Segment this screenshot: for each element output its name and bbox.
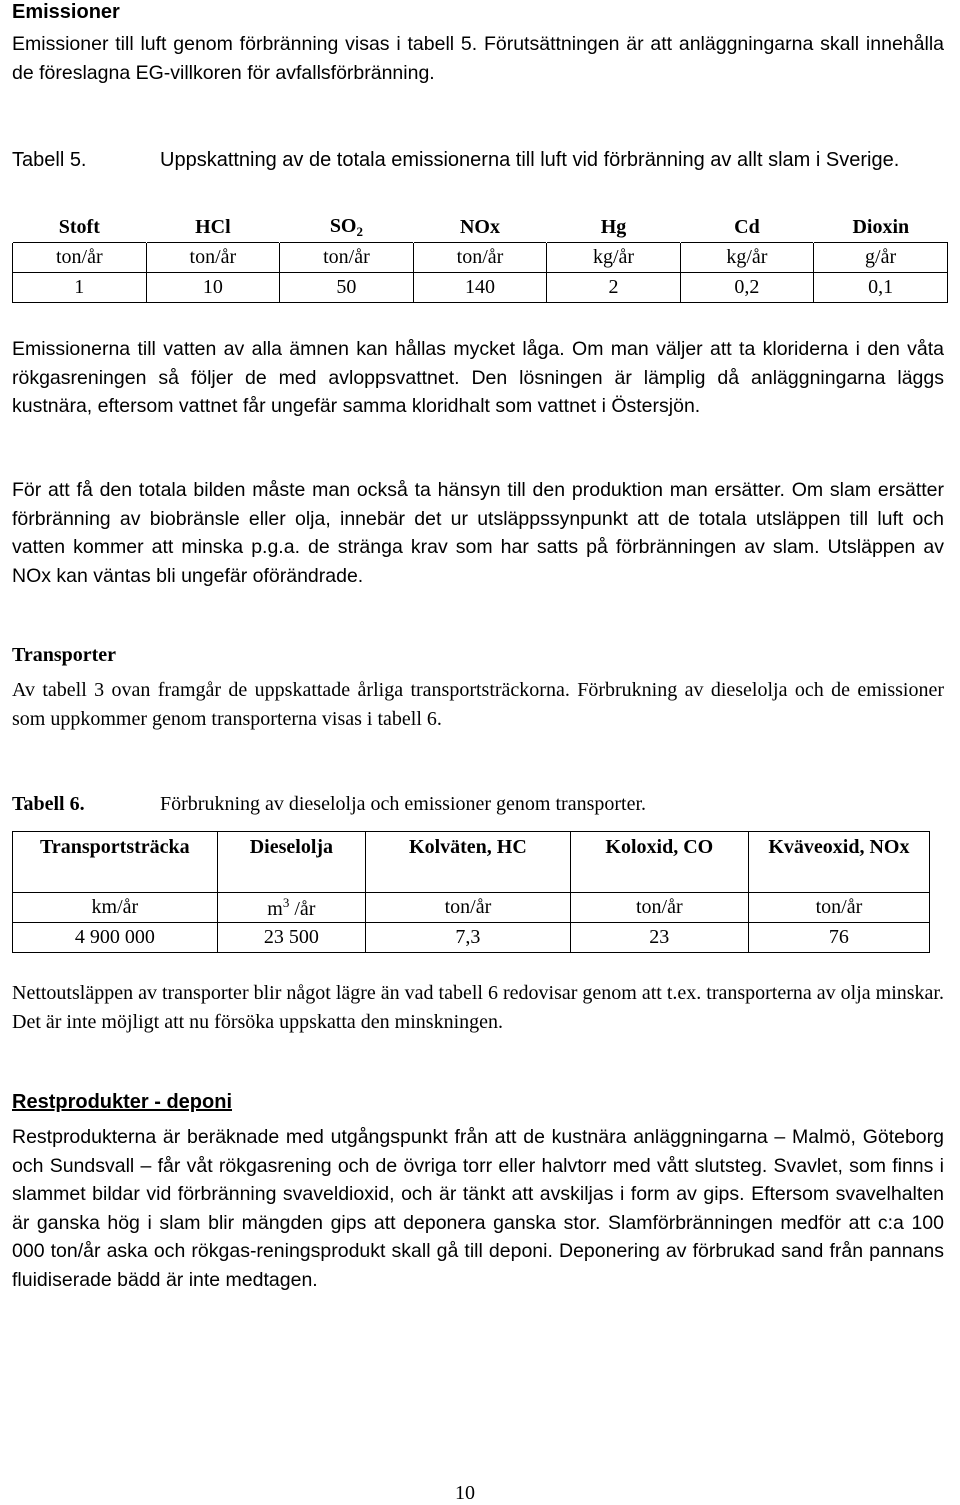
unit-cell: ton/år	[748, 893, 929, 923]
value-cell: 4 900 000	[13, 923, 218, 953]
value-cell: 2	[547, 273, 680, 303]
unit-cell: kg/år	[547, 243, 680, 273]
net-emissions-paragraph: Nettoutsläppen av transporter blir något lägre än vad tabell 6 redovisar genom att t.ex. transporterna av olja minskar. Det är inte möjligt att nu försöka uppskatta den minskningen.	[12, 982, 944, 1033]
value-cell: 0,2	[680, 273, 813, 303]
unit-cell: ton/år	[366, 893, 571, 923]
col-header: Dieselolja	[217, 832, 365, 893]
unit-cell: ton/år	[570, 893, 748, 923]
value-cell: 7,3	[366, 923, 571, 953]
table6-caption	[12, 790, 944, 818]
section-heading-restprodukter: Restprodukter - deponi	[12, 1091, 233, 1113]
table6-caption-text: Förbrukning av dieselolja och emissioner genom transporter.	[160, 793, 647, 815]
col-header: Koloxid, CO	[570, 832, 748, 893]
col-header: Kolväten, HC	[366, 832, 571, 893]
unit-cell: g/år	[814, 243, 948, 273]
emissions-table	[12, 213, 948, 303]
table5-label: Tabell 5.	[12, 149, 87, 171]
unit-cell: $m^3$ /år	[217, 893, 365, 923]
value-cell: 0,1	[814, 273, 948, 303]
unit-cell: ton/år	[280, 243, 414, 273]
col-header: NOx	[459, 216, 500, 238]
value-cell: 76	[748, 923, 929, 953]
unit-cell: ton/år	[13, 243, 147, 273]
value-cell: 140	[413, 273, 547, 303]
table6-label: Tabell 6.	[12, 793, 85, 815]
col-header: Kväveoxid, NOx	[748, 832, 929, 893]
unit-cell: kg/år	[680, 243, 813, 273]
value-cell: 23 500	[217, 923, 365, 953]
unit-cell: ton/år	[146, 243, 280, 273]
section-heading-emissioner: Emissioner	[12, 1, 120, 23]
col-header: Stoft	[58, 216, 100, 238]
col-header: Hg	[600, 216, 627, 238]
transport-table	[12, 831, 930, 953]
col-header: Dioxin	[852, 216, 910, 238]
col-header: Cd	[734, 216, 760, 238]
unit-cell: ton/år	[413, 243, 547, 273]
unit-cell: km/år	[13, 893, 218, 923]
col-header: Transportsträcka	[13, 832, 218, 893]
transport-intro-paragraph: Av tabell 3 ovan framgår de uppskattade årliga transportsträckorna. Förbrukning av dieselolja och de emissioner som uppkommer genom transporterna visas i tabell 6.	[12, 679, 944, 730]
total-picture-paragraph: För att få den totala bilden måste man också ta hänsyn till den produktion man ersätter. Om slam ersätter förbränning av biobränsle eller olja, innebär det ur utsläppssynpunkt att de totala utsläppen till luft och vatten kommer att minska p.g.a. de stränga krav som har satts på förbränningen av slam. Utsläppen av NOx kan väntas bli ungefär oförändrade.	[12, 479, 944, 587]
value-cell: 10	[146, 273, 280, 303]
water-paragraph: Emissionerna till vatten av alla ämnen kan hållas mycket låga. Om man väljer att ta kloriderna i den våta rökgasreningen så följer de med avloppsvattnet. Den lösningen är lämplig då anläggningarna läggs kustnära, eftersom vattnet får ungefär samma kloridhalt som vattnet i Östersjön.	[12, 338, 944, 417]
intro-paragraph: Emissioner till luft genom förbränning visas i tabell 5. Förutsättningen är att anläggningarna skall innehålla de föreslagna EG-villkoren för avfallsförbränning.	[12, 33, 944, 84]
table5-caption-text: Uppskattning av de totala emissionerna till luft vid förbränning av allt slam i Sverige.	[160, 149, 900, 171]
page-number: 10	[455, 1482, 475, 1504]
table5-caption	[12, 146, 944, 202]
col-header: $SO_2$	[329, 215, 363, 239]
restprodukter-paragraph: Restprodukterna är beräknade med utgångspunkt från att de kustnära anläggningarna – Malmö, Göteborg och Sundsvall – får våt rökgasrening och de övriga torr eller halvtorr med vått slutsteg. Svavlet, som finns i slammet bildar vid förbränning svaveldioxid, och är tänkt att avskiljas i form av gips. Eftersom svavelhalten är ganska hög i slam blir mängden gips att deponera ganska stor. Slamförbränningen medför att c:a 100 000 ton/år aska och rökgas-reningsprodukt skall gå till deponi. Deponering av förbrukad sand från pannans fluidiserade bädd är inte medtagen.	[12, 1126, 944, 1291]
col-header: HCl	[195, 216, 231, 238]
value-cell: 1	[13, 273, 147, 303]
value-cell: 23	[570, 923, 748, 953]
section-heading-transporter: Transporter	[12, 644, 117, 666]
value-cell: 50	[280, 273, 414, 303]
